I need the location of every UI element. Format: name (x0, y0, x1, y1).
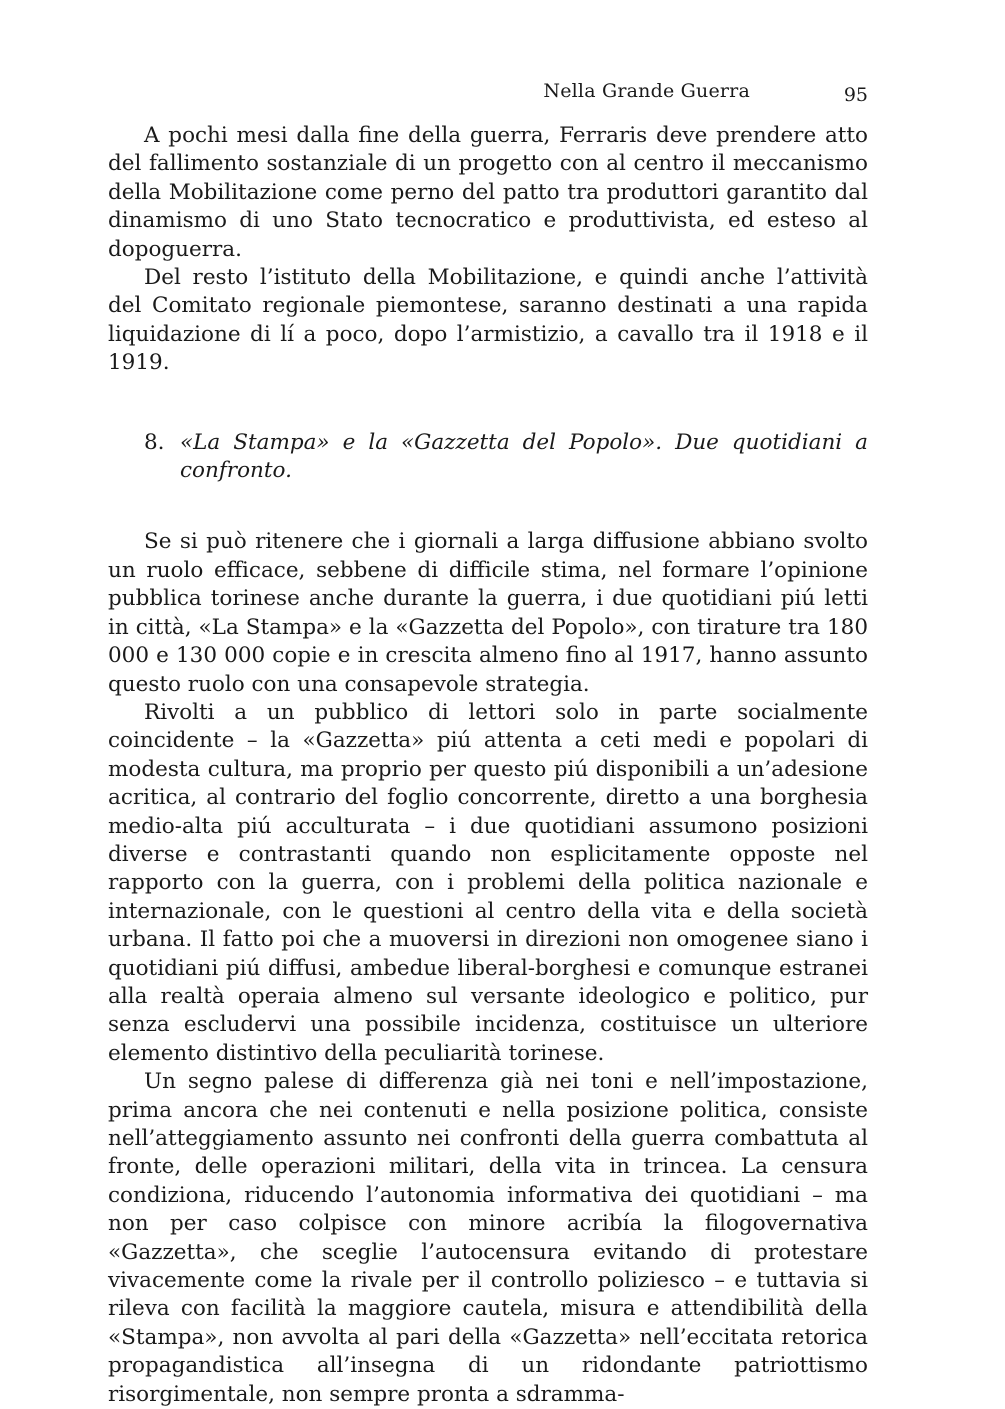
running-title: Nella Grande Guerra (543, 80, 750, 102)
body-text (108, 122, 868, 1409)
paragraph: Rivolti a un pubblico di lettori solo in parte socialmente coincidente – la «Gazzetta» piú attenta a ceti medi e popolari di modesta cultura, ma proprio per questo piú disponibili a un’adesione acritica, al contrario del foglio concorrente, diretto a una borghesia medio-alta piú acculturata – i due quotidiani assumono posizioni diverse e contrastanti quando non esplicitamente opposte nel rapporto con la guerra, con i problemi della politica nazionale e internazionale, con le questioni al centro della vita e della società urbana. Il fatto poi che a muoversi in direzioni non omogenee siano i quotidiani piú diffusi, ambedue liberal-borghesi e comunque estranei alla realtà operaia almeno sul versante ideologico e politico, pur senza escludervi una possibile incidenza, costituisce un ulteriore elemento distintivo della peculiarità torinese. (108, 699, 868, 1066)
page-number: 95 (843, 84, 868, 106)
section-number: 8. (144, 429, 165, 455)
paragraph: Se si può ritenere che i giornali a larga diffusione abbiano svolto un ruolo efficace, sebbene di difficile stima, nel formare l’opinione pubblica torinese anche durante la guerra, i due quotidiani piú letti in città, «La Stampa» e la «Gazzetta del Popolo», con tirature tra 180 000 e 130 000 copie e in crescita almeno fino al 1917, hanno assunto questo ruolo con una consapevole strategia. (108, 529, 868, 697)
paragraph: A pochi mesi dalla fine della guerra, Ferraris deve prendere atto del fallimento sostanziale di un progetto con al centro il meccanismo della Mobilitazione come perno del patto tra produttori garantito dal dinamismo di uno Stato tecnocratico e produttivista, ed esteso al dopoguerra. (108, 123, 868, 262)
running-head (108, 80, 868, 106)
paragraph: Un segno palese di differenza già nei toni e nell’impostazione, prima ancora che nei contenuti e nella posizione politica, consiste nell’atteggiamento assunto nei confronti della guerra combattuta al fronte, delle operazioni militari, della vita in trincea. La censura condiziona, riducendo l’autonomia informativa dei quotidiani – ma non per caso colpisce con minore acribía la filogovernativa «Gazzetta», che sceglie l’autocensura evitando di protestare vivacemente come la rivale per il controllo poliziesco – e tuttavia si rileva con facilità la maggiore cautela, misura e attendibilità della «Stampa», non avvolta al pari della «Gazzetta» nell’eccitata retorica propagandistica all’insegna di un ridondante patriottismo risorgimentale, non sempre pronta a sdramma- (108, 1069, 868, 1407)
paragraph: Del resto l’istituto della Mobilitazione, e quindi anche l’attività del Comitato regionale piemontese, saranno destinati a una rapida liquidazione di lí a poco, dopo l’armistizio, a cavallo tra il 1918 e il 1919. (108, 265, 868, 376)
section-title: «La Stampa» e la «Gazzetta del Popolo». Due quotidiani a confronto. (180, 429, 868, 484)
section-heading (108, 429, 868, 486)
